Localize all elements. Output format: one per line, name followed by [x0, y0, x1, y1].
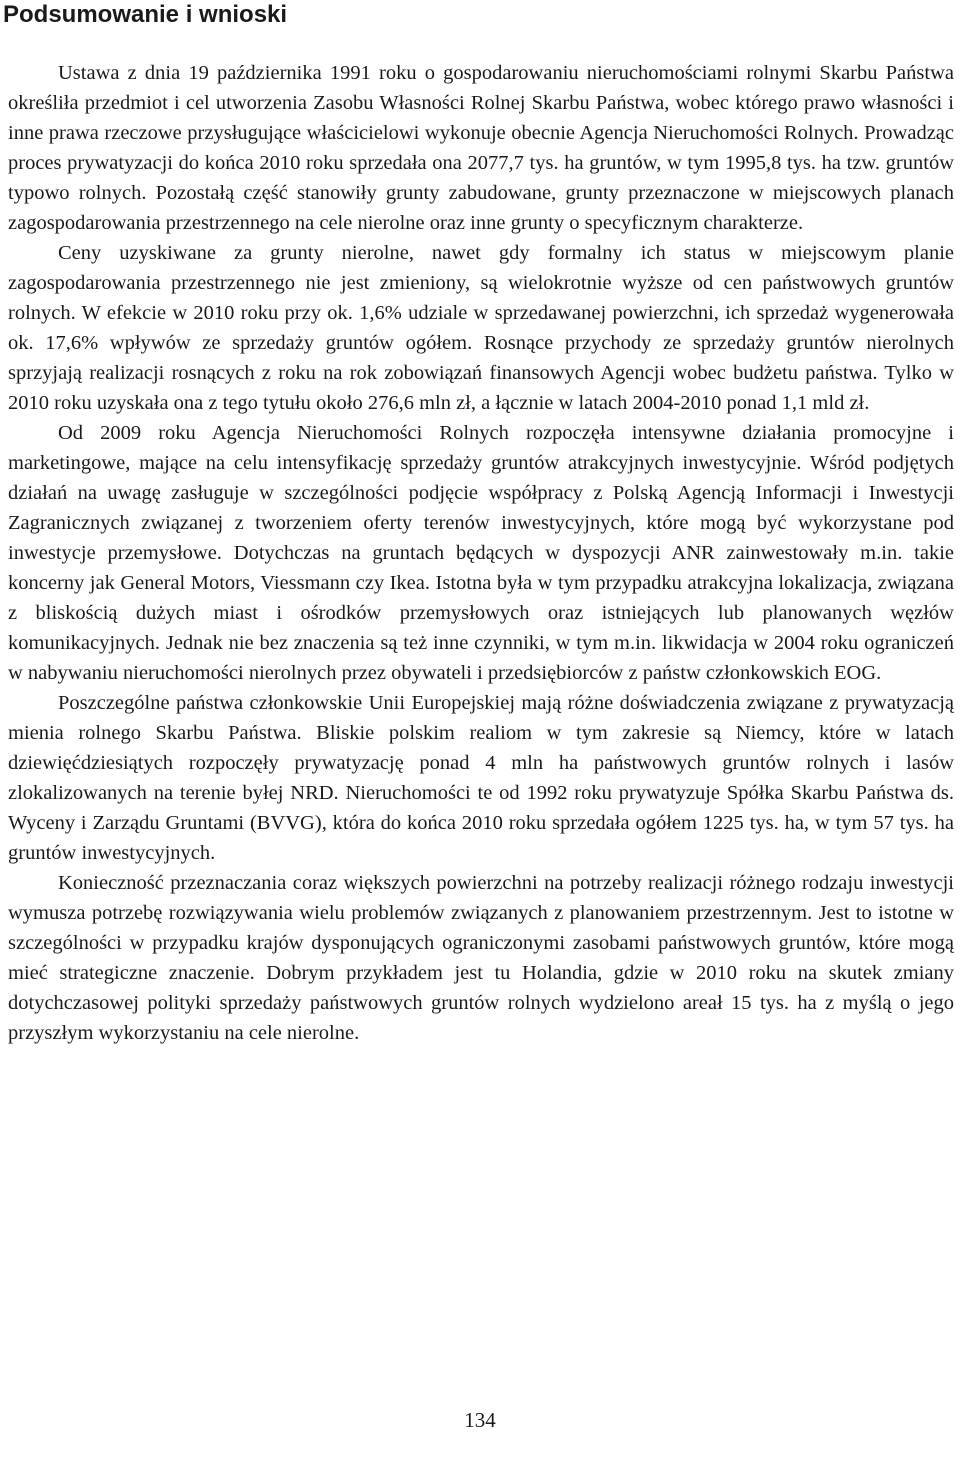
page-number: 134 [464, 1408, 496, 1432]
body-text [8, 58, 954, 1048]
paragraph-5: Konieczność przeznaczania coraz większych powierzchni na potrzeby realizacji różnego rodzaju inwestycji wymusza potrzebę rozwiązywania wielu problemów związanych z planowaniem przestrzennym. Jest to istotne w szczególności w przypadku krajów dysponujących ograniczonymi zasobami państwowych gruntów, które mogą mieć strategiczne znaczenie. Dobrym przykładem jest tu Holandia, gdzie w 2010 roku na skutek zmiany dotychczasowej polityki sprzedaży państwowych gruntów rolnych wydzielono areał 15 tys. ha z myślą o jego przyszłym wykorzystaniu na cele nierolne. [8, 872, 954, 1044]
paragraph-1: Ustawa z dnia 19 października 1991 roku o gospodarowaniu nieruchomościami rolnymi Skarbu Państwa określiła przedmiot i cel utworzenia Zasobu Własności Rolnej Skarbu Państwa, wobec którego prawo własności i inne prawa rzeczowe przysługujące właścicielowi wykonuje obecnie Agencja Nieruchomości Rolnych. Prowadząc proces prywatyzacji do końca 2010 roku sprzedała ona 2077,7 tys. ha gruntów, w tym 1995,8 tys. ha tzw. gruntów typowo rolnych. Pozostałą część stanowiły grunty zabudowane, grunty przeznaczone w miejscowych planach zagospodarowania przestrzennego na cele nierolne oraz inne grunty o specyficznym charakterze. [8, 62, 954, 234]
section-heading: Podsumowanie i wnioski [3, 1, 288, 28]
paragraph-2: Ceny uzyskiwane za grunty nierolne, nawet gdy formalny ich status w miejscowym planie zagospodarowania przestrzennego nie jest zmieniony, są wielokrotnie wyższe od cen państwowych gruntów rolnych. W efekcie w 2010 roku przy ok. 1,6% udziale w sprzedawanej powierzchni, ich sprzedaż wygenerowała ok. 17,6% wpływów ze sprzedaży gruntów ogółem. Rosnące przychody ze sprzedaży gruntów nierolnych sprzyjają realizacji rosnących z roku na rok zobowiązań finansowych Agencji wobec budżetu państwa. Tylko w 2010 roku uzyskała ona z tego tytułu około 276,6 mln zł, a łącznie w latach 2004-2010 ponad 1,1 mld zł. [8, 242, 954, 414]
paragraph-4: Poszczególne państwa członkowskie Unii Europejskiej mają różne doświadczenia związane z prywatyzacją mienia rolnego Skarbu Państwa. Bliskie polskim realiom w tym zakresie są Niemcy, które w latach dziewięćdziesiątych rozpoczęły prywatyzację ponad 4 mln ha państwowych gruntów rolnych i lasów zlokalizowanych na terenie byłej NRD. Nieruchomości te od 1992 roku prywatyzuje Spółka Skarbu Państwa ds. Wyceny i Zarządu Gruntami (BVVG), która do końca 2010 roku sprzedała ogółem 1225 tys. ha, w tym 57 tys. ha gruntów inwestycyjnych. [8, 692, 954, 864]
paragraph-3: Od 2009 roku Agencja Nieruchomości Rolnych rozpoczęła intensywne działania promocyjne i marketingowe, mające na celu intensyfikację sprzedaży gruntów atrakcyjnych inwestycyjnie. Wśród podjętych działań na uwagę zasługuje w szczególności podjęcie współpracy z Polską Agencją Informacji i Inwestycji Zagranicznych związanej z tworzeniem oferty terenów inwestycyjnych, które mogą być wykorzystane pod inwestycje przemysłowe. Dotychczas na gruntach będących w dyspozycji ANR zainwestowały m.in. takie koncerny jak General Motors, Viessmann czy Ikea. Istotna była w tym przypadku atrakcyjna lokalizacja, związana z bliskością dużych miast i ośrodków przemysłowych oraz istniejących lub planowanych węzłów komunikacyjnych. Jednak nie bez znaczenia są też inne czynniki, w tym m.in. likwidacja w 2004 roku ograniczeń w nabywaniu nieruchomości nierolnych przez obywateli i przedsiębiorców z państw członkowskich EOG. [8, 422, 954, 684]
